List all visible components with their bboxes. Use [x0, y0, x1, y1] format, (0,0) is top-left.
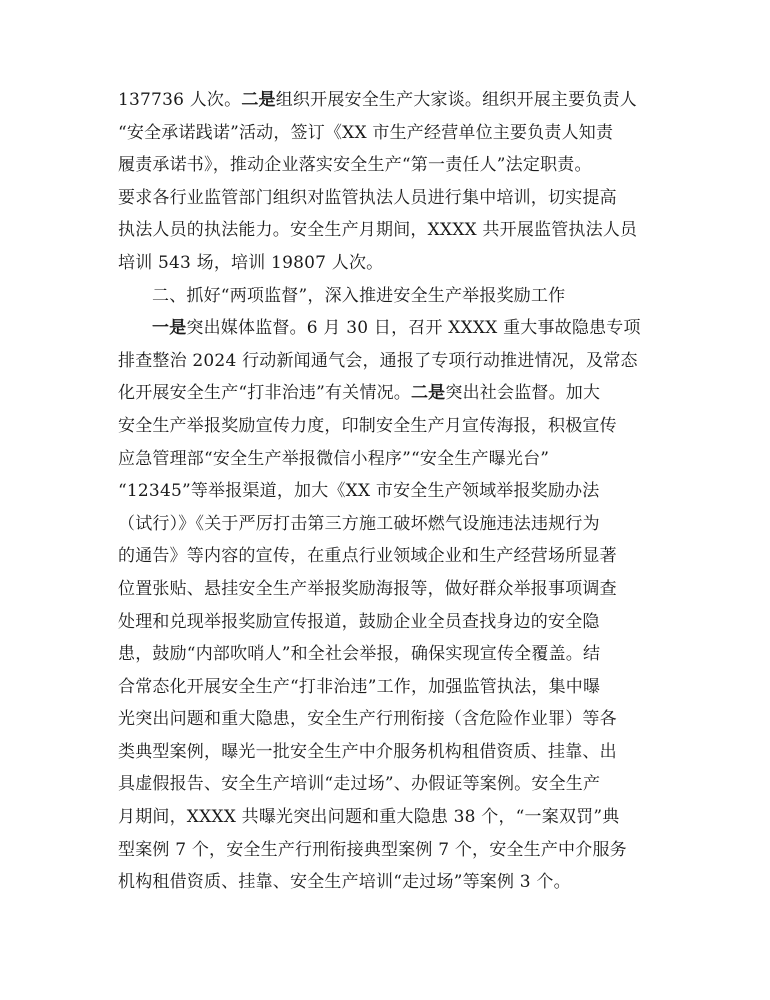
- text-line: [118, 671, 658, 704]
- text-line: [118, 84, 658, 117]
- text-line: [118, 736, 658, 769]
- body-text: 组织开展安全生产大家谈。组织开展主要负责人: [275, 90, 637, 110]
- text-line: [118, 866, 658, 899]
- body-text: 安全生产举报奖励宣传力度，印制安全生产月宣传海报，积极宣传: [118, 415, 617, 436]
- body-text: 患，鼓励“内部吹哨人”和全社会举报，确保实现宣传全覆盖。结: [118, 644, 601, 665]
- body-text: 处理和兑现举报奖励宣传报道，鼓励企业全员查找身边的安全隐: [118, 611, 600, 632]
- document-body: [118, 84, 658, 899]
- text-line: [118, 280, 658, 313]
- body-text: 二、抓好“两项监督”，深入推进安全生产举报奖励工作: [152, 285, 566, 306]
- body-text: 排查整治 2024 行动新闻通气会，通报了专项行动推进情况，及常态: [118, 350, 638, 371]
- text-line: [118, 508, 658, 541]
- text-line: [118, 443, 658, 476]
- text-line: [118, 801, 658, 834]
- body-text: 突出媒体监督。6 月 30 日，召开 XXXX 重大事故隐患专项: [186, 318, 641, 339]
- body-text: 合常态化开展安全生产“打非治违”工作，加强监管执法，集中曝: [118, 676, 601, 697]
- body-text: “安全承诺践诺”活动，签订《XX 市生产经营单位主要负责人知责: [118, 122, 614, 143]
- body-text: 化开展安全生产“打非治违”有关情况。: [118, 383, 411, 404]
- body-text: 培训 543 场，培训 19807 人次。: [118, 252, 384, 273]
- body-text: 137736 人次。: [118, 90, 242, 110]
- body-text: 的通告》等内容的宣传，在重点行业领域企业和生产经营场所显著: [118, 546, 617, 567]
- text-line: [118, 182, 658, 215]
- body-text: “12345”等举报渠道，加大《XX 市安全生产领域举报奖励办法: [118, 481, 600, 502]
- body-text: 光突出问题和重大隐患，安全生产行刑衔接（含危险作业罪）等各: [118, 709, 617, 730]
- body-text: 要求各行业监管部门组织对监管执法人员进行集中培训，切实提高: [118, 187, 617, 208]
- text-line: [118, 117, 658, 150]
- body-text: 履责承诺书》，推动企业落实安全生产“第一责任人”法定职责。: [118, 155, 592, 176]
- text-line: [118, 377, 658, 410]
- text-line: [118, 247, 658, 280]
- text-line: [118, 768, 658, 801]
- emphasis-text: 二是: [241, 90, 276, 110]
- body-text: 机构租借资质、挂靠、安全生产培训“走过场”等案例 3 个。: [118, 872, 571, 893]
- text-line: [118, 540, 658, 573]
- text-line: [118, 345, 658, 378]
- text-line: [118, 312, 658, 345]
- text-line: [118, 638, 658, 671]
- body-text: （试行）》《关于严厉打击第三方施工破坏燃气设施违法违规行为: [118, 513, 600, 534]
- text-line: [118, 834, 658, 867]
- body-text: 突出社会监督。加大: [445, 383, 601, 404]
- body-text: 类典型案例，曝光一批安全生产中介服务机构租借资质、挂靠、出: [118, 741, 617, 762]
- text-line: [118, 149, 658, 182]
- body-text: 月期间，XXXX 共曝光突出问题和重大隐患 38 个，“一案双罚”典: [118, 807, 620, 828]
- text-line: [118, 410, 658, 443]
- emphasis-text: 二是: [410, 383, 446, 404]
- text-line: [118, 606, 658, 639]
- body-text: 型案例 7 个，安全生产行刑衔接典型案例 7 个，安全生产中介服务: [118, 839, 627, 860]
- body-text: 位置张贴、悬挂安全生产举报奖励海报等，做好群众举报事项调查: [118, 578, 617, 599]
- text-line: [118, 573, 658, 606]
- body-text: 执法人员的执法能力。安全生产月期间，XXXX 共开展监管执法人员: [118, 220, 638, 241]
- text-line: [118, 703, 658, 736]
- emphasis-text: 一是: [152, 318, 187, 339]
- body-text: 应急管理部“安全生产举报微信小程序”“安全生产曝光台”: [118, 448, 550, 469]
- text-line: [118, 214, 658, 247]
- body-text: 具虚假报告、安全生产培训“走过场”、办假证等案例。安全生产: [118, 774, 601, 795]
- text-line: [118, 475, 658, 508]
